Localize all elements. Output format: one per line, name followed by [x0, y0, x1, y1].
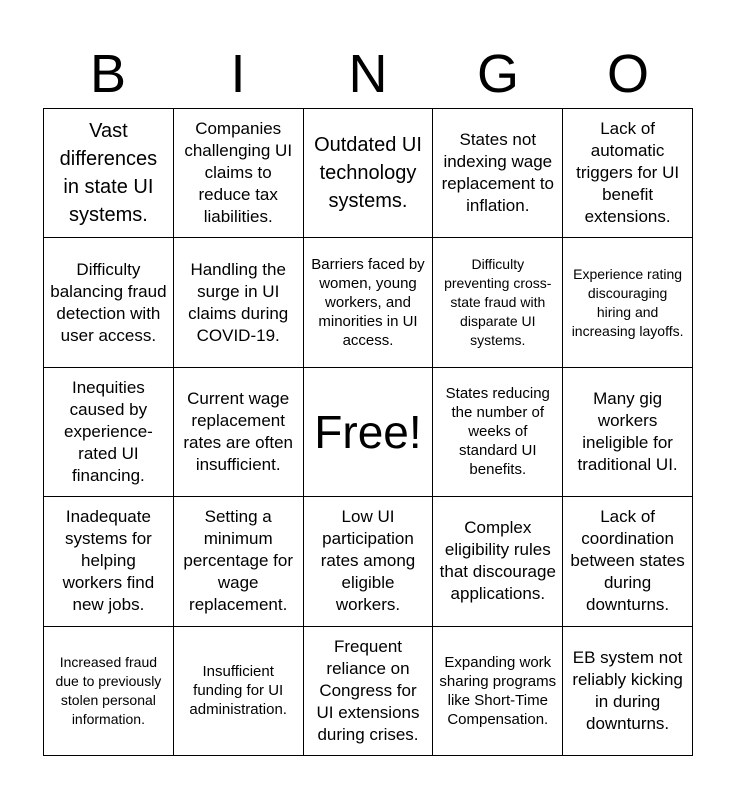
bingo-cell-r3-c1[interactable]	[174, 497, 304, 626]
bingo-cell-text: Vast differences in state UI systems.	[59, 120, 158, 227]
bingo-cell-r0-c4[interactable]	[563, 109, 693, 238]
header-letter-g: G	[476, 44, 519, 104]
bingo-cell-text: Experience rating discouraging hiring and increasing layoffs.	[571, 265, 684, 339]
bingo-card-grid	[43, 108, 693, 756]
bingo-cell-text: Difficulty balancing fraud detection with user access.	[50, 259, 167, 345]
bingo-header	[43, 40, 693, 108]
bingo-cell-r0-c2[interactable]	[304, 109, 434, 238]
bingo-cell-text: Current wage replacement rates are often insufficient.	[183, 388, 293, 474]
bingo-cell-r3-c4[interactable]	[563, 497, 693, 626]
bingo-cell-text: Lack of automatic triggers for UI benefit extensions.	[576, 119, 680, 227]
header-letter-o: O	[606, 44, 649, 104]
bingo-cell-text: Barriers faced by women, young workers, and minorities in UI access.	[311, 256, 425, 350]
bingo-cell-text: Inadequate systems for helping workers find new jobs.	[62, 507, 155, 615]
free-space-label: Free!	[314, 405, 422, 458]
bingo-cell-text: Expanding work sharing programs like Short-Time Compensation.	[439, 653, 557, 728]
bingo-cell-text: Outdated UI technology systems.	[314, 134, 422, 213]
bingo-cell-r4-c1[interactable]	[174, 627, 304, 756]
bingo-cell-r1-c2[interactable]	[304, 238, 434, 367]
bingo-cell-r3-c2[interactable]	[304, 497, 434, 626]
bingo-cell-text: Complex eligibility rules that discourage applications.	[439, 518, 556, 604]
bingo-cell-free[interactable]	[304, 368, 434, 497]
bingo-cell-text: Handling the surge in UI claims during COVID-19.	[188, 259, 289, 345]
bingo-cell-r2-c3[interactable]	[433, 368, 563, 497]
header-letter-n: N	[348, 44, 388, 104]
bingo-cell-text: Frequent reliance on Congress for UI extensions during crises.	[316, 636, 420, 744]
bingo-cell-r4-c4[interactable]	[563, 627, 693, 756]
bingo-cell-text: States reducing the number of weeks of standard UI benefits.	[445, 385, 550, 479]
bingo-cell-r3-c3[interactable]	[433, 497, 563, 626]
bingo-cell-r2-c0[interactable]	[44, 368, 174, 497]
bingo-cell-text: Insufficient funding for UI administration.	[189, 663, 287, 719]
bingo-cell-text: Companies challenging UI claims to reduce tax liabilities.	[184, 119, 293, 227]
bingo-cell-r1-c0[interactable]	[44, 238, 174, 367]
bingo-cell-text: Inequities caused by experience-rated UI financing.	[63, 377, 153, 485]
bingo-cell-text: Difficulty preventing cross-state fraud with disparate UI systems.	[444, 256, 552, 349]
bingo-cell-r4-c3[interactable]	[433, 627, 563, 756]
bingo-cell-text: States not indexing wage replacement to inflation.	[441, 130, 555, 216]
bingo-cell-r2-c1[interactable]	[174, 368, 304, 497]
bingo-cell-r0-c0[interactable]	[44, 109, 174, 238]
bingo-cell-text: Lack of coordination between states during downturns.	[570, 507, 685, 615]
bingo-cell-r0-c3[interactable]	[433, 109, 563, 238]
header-letter-b: B	[89, 44, 127, 104]
bingo-cell-r0-c1[interactable]	[174, 109, 304, 238]
bingo-cell-r4-c2[interactable]	[304, 627, 434, 756]
bingo-cell-r1-c3[interactable]	[433, 238, 563, 367]
bingo-cell-text: Many gig workers ineligible for traditional UI.	[577, 388, 678, 474]
bingo-cell-text: Increased fraud due to previously stolen personal information.	[55, 653, 162, 727]
header-letter-i: I	[230, 44, 246, 104]
bingo-cell-text: Low UI participation rates among eligible workers.	[320, 507, 416, 615]
bingo-cell-r4-c0[interactable]	[44, 627, 174, 756]
bingo-cell-r1-c4[interactable]	[563, 238, 693, 367]
bingo-cell-r1-c1[interactable]	[174, 238, 304, 367]
bingo-cell-text: Setting a minimum percentage for wage replacement.	[183, 507, 294, 615]
bingo-cell-r2-c4[interactable]	[563, 368, 693, 497]
bingo-cell-r3-c0[interactable]	[44, 497, 174, 626]
bingo-cell-text: EB system not reliably kicking in during downturns.	[572, 647, 683, 733]
